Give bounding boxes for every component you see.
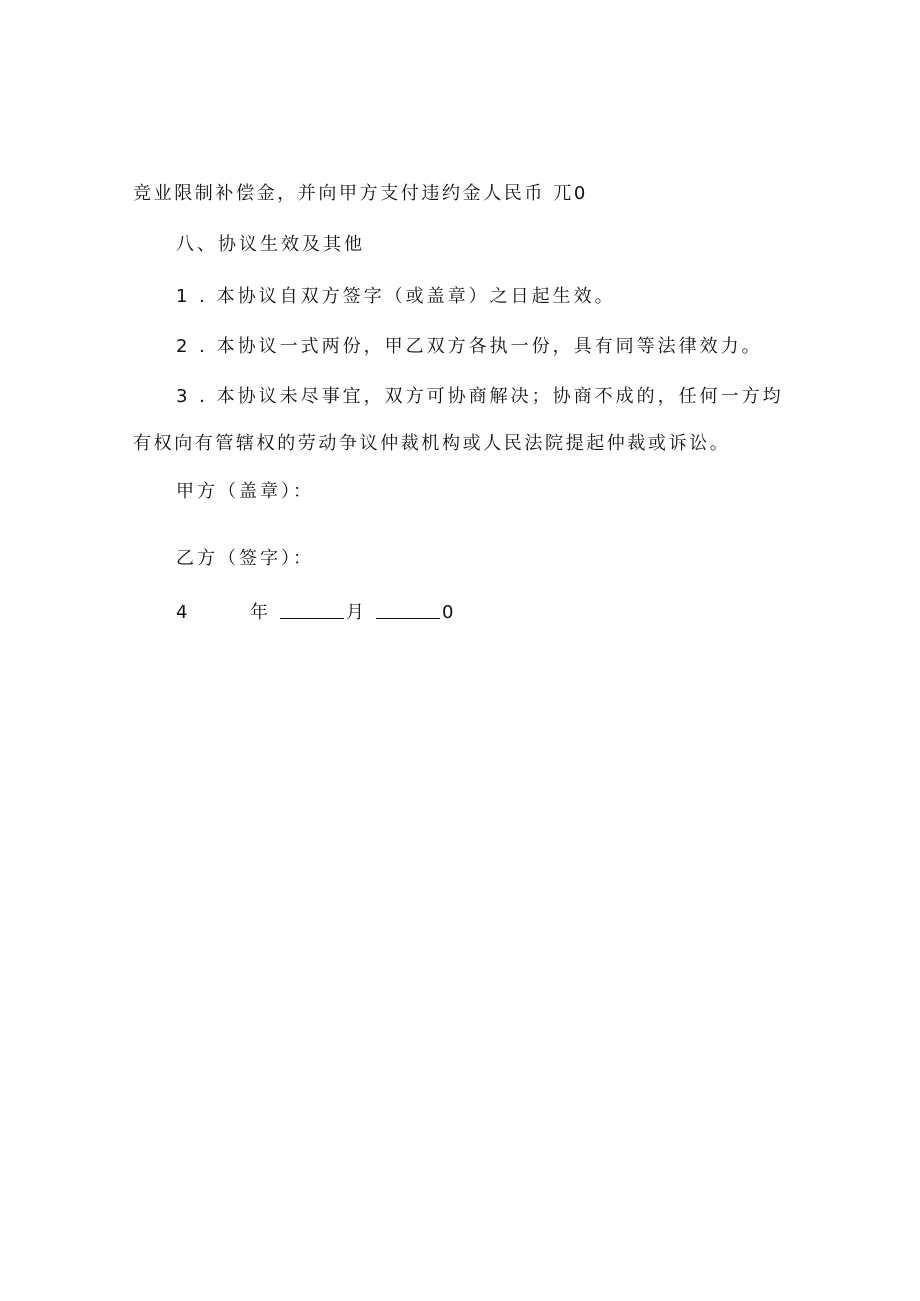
party-b-signature-label: 乙方（签字）： [176,548,314,569]
date-month-blank [280,618,344,619]
text-line-compensation: 竞业限制补偿金，并向甲方支付违约金人民币 兀0 [133,183,588,204]
date-year-label: 年 [250,602,268,623]
date-year-number: 4 [176,602,188,623]
clause-2: 2 . 本协议一式两份，甲乙双方各执一份，具有同等法律效力。 [176,336,763,357]
clause-3-line-2: 有权向有管辖权的劳动争议仲裁机构或人民法院提起仲裁或诉讼。 [133,433,731,454]
date-month-label: 月 [346,602,364,623]
clause-3-line-1: 3 . 本协议未尽事宜，双方可协商解决；协商不成的，任何一方均 [176,386,784,407]
date-day-blank [376,618,440,619]
date-day-value: 0 [442,602,454,623]
clause-1: 1 . 本协议自双方签字（或盖章）之日起生效。 [176,286,616,307]
party-a-seal-label: 甲方（盖章）： [176,481,314,502]
section-heading-effectiveness: 八、协议生效及其他 [176,234,365,255]
